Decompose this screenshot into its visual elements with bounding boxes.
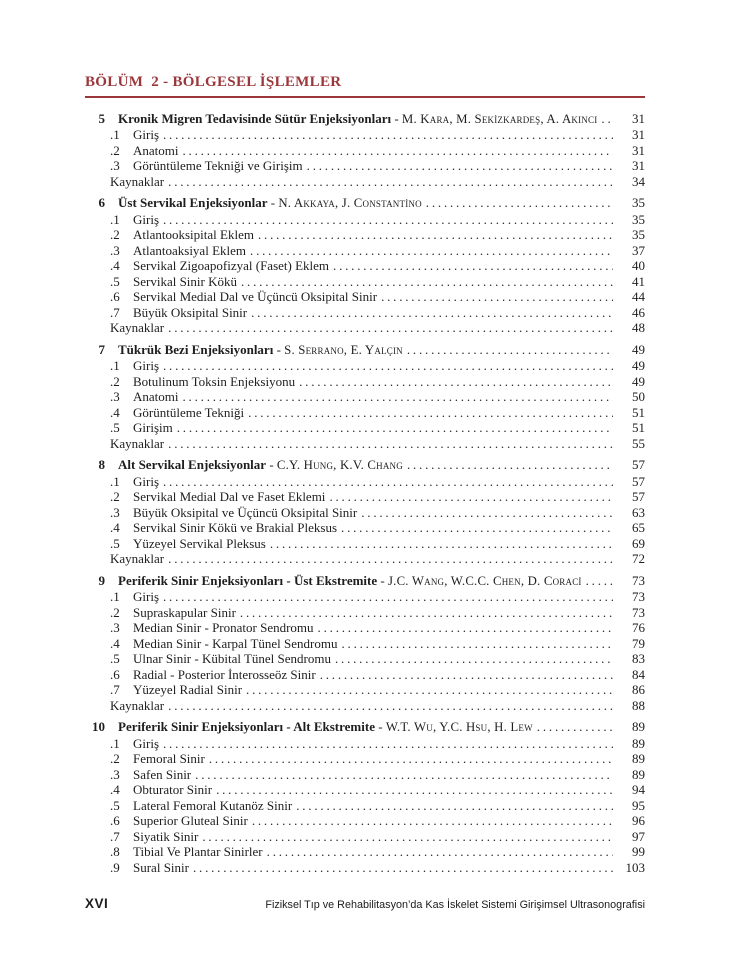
page-ref: 86 bbox=[632, 682, 645, 697]
dot-leader bbox=[333, 258, 613, 274]
dot-leader bbox=[537, 719, 613, 735]
toc-item-row bbox=[85, 143, 645, 159]
page-ref: 31 bbox=[632, 127, 645, 142]
chapter-authors: W.T. Wu, Y.C. Hsu, H. Lew bbox=[385, 720, 533, 734]
toc-item-row bbox=[85, 844, 645, 860]
page-ref: 31 bbox=[632, 142, 645, 158]
dot-leader bbox=[177, 420, 613, 436]
chapter-section bbox=[85, 342, 645, 452]
page-ref: 49 bbox=[632, 341, 645, 357]
page-ref: 83 bbox=[632, 651, 645, 666]
page-ref: 44 bbox=[632, 289, 645, 304]
page-ref: 37 bbox=[632, 242, 645, 258]
item-label: Botulinum Toksin Enjeksiyonu bbox=[133, 373, 296, 389]
chapter-number: 5 bbox=[98, 110, 105, 126]
chapter-title: Tükrük Bezi Enjeksiyonları bbox=[118, 341, 274, 357]
item-label: Superior Gluteal Sinir bbox=[133, 813, 248, 828]
item-label: Median Sinir - Karpal Tünel Sendromu bbox=[133, 635, 338, 651]
header-rule bbox=[85, 96, 645, 98]
item-number: .7 bbox=[110, 304, 120, 320]
dot-leader bbox=[195, 767, 613, 783]
references-row bbox=[85, 698, 645, 714]
dot-leader bbox=[296, 798, 613, 814]
dot-leader bbox=[168, 698, 613, 714]
page-footer bbox=[85, 896, 645, 911]
item-number: .5 bbox=[110, 651, 120, 666]
item-label: Sural Sinir bbox=[133, 859, 189, 875]
chapter-heading-row bbox=[85, 342, 645, 359]
page-ref: 35 bbox=[632, 211, 645, 227]
title-author-separator: - bbox=[391, 110, 402, 126]
item-label: Büyük Oksipital Sinir bbox=[133, 304, 248, 320]
chapter-title-group bbox=[118, 457, 403, 474]
item-label: Anatomi bbox=[133, 389, 179, 404]
page-ref: 69 bbox=[632, 535, 645, 551]
item-label: Safen Sinir bbox=[133, 766, 192, 782]
page-ref: 51 bbox=[632, 420, 645, 435]
toc-list bbox=[85, 111, 645, 876]
toc-item-row bbox=[85, 860, 645, 876]
page-ref: 55 bbox=[632, 435, 645, 451]
item-label: Servikal Medial Dal ve Faset Eklemi bbox=[133, 489, 326, 504]
page-ref: 65 bbox=[632, 520, 645, 535]
item-number: .2 bbox=[110, 489, 120, 504]
dot-leader bbox=[163, 474, 613, 490]
item-number: .4 bbox=[110, 782, 120, 797]
chapter-title: Alt Servikal Enjeksiyonlar bbox=[118, 457, 267, 472]
dot-leader bbox=[320, 667, 613, 683]
dot-leader bbox=[209, 751, 613, 767]
item-label: Servikal Sinir Kökü ve Brakial Pleksus bbox=[133, 520, 338, 535]
toc-item-row bbox=[85, 158, 645, 174]
dot-leader bbox=[163, 358, 613, 374]
dot-leader bbox=[258, 227, 613, 243]
item-label: Büyük Oksipital ve Üçüncü Oksipital Sinir bbox=[133, 504, 358, 520]
chapter-title-group bbox=[118, 195, 422, 212]
chapter-section bbox=[85, 719, 645, 875]
page-ref: 57 bbox=[632, 489, 645, 504]
page-ref: 49 bbox=[632, 358, 645, 373]
item-label: Femoral Sinir bbox=[133, 751, 205, 766]
page-ref: 88 bbox=[632, 697, 645, 713]
toc-item-row bbox=[85, 243, 645, 259]
item-number: .1 bbox=[110, 735, 120, 751]
page-ref: 50 bbox=[632, 389, 645, 404]
page-ref: 89 bbox=[632, 751, 645, 766]
item-label: Giriş bbox=[133, 358, 159, 373]
item-label: Yüzeyel Servikal Pleksus bbox=[133, 535, 266, 551]
title-author-separator: - bbox=[273, 341, 285, 357]
dot-leader bbox=[299, 374, 613, 390]
dot-leader bbox=[381, 289, 613, 305]
toc-item-row bbox=[85, 389, 645, 405]
item-label: Ulnar Sinir - Kübital Tünel Sendromu bbox=[133, 651, 331, 666]
item-number: .4 bbox=[110, 520, 120, 535]
chapter-section bbox=[85, 111, 645, 190]
page-ref: 89 bbox=[632, 719, 645, 734]
item-number: .3 bbox=[110, 389, 120, 404]
chapter-heading-row bbox=[85, 573, 645, 590]
chapter-authors: J.C. Wang, W.C.C. Chen, D. Coraci bbox=[387, 573, 582, 588]
item-label: Yüzeyel Radial Sinir bbox=[133, 682, 243, 697]
title-author-separator: - bbox=[267, 195, 279, 210]
item-label: Kaynaklar bbox=[110, 320, 165, 335]
toc-item-row bbox=[85, 636, 645, 652]
toc-item-row bbox=[85, 274, 645, 290]
item-number: .1 bbox=[110, 211, 120, 227]
references-row bbox=[85, 174, 645, 190]
item-number: .5 bbox=[110, 420, 120, 435]
toc-item-row bbox=[85, 212, 645, 228]
chapter-section bbox=[85, 457, 645, 567]
chapter-heading-row bbox=[85, 111, 645, 128]
item-label: Giriş bbox=[133, 735, 159, 751]
page-ref: 57 bbox=[632, 457, 645, 472]
item-label: Servikal Zigoapofizyal (Faset) Eklem bbox=[133, 258, 330, 273]
book-title: Fiziksel Tıp ve Rehabilitasyon’da Kas İskelet Sistemi Girişimsel Ultrasonografisi bbox=[265, 899, 645, 911]
toc-item-row bbox=[85, 289, 645, 305]
chapter-heading-row bbox=[85, 457, 645, 474]
toc-item-row bbox=[85, 667, 645, 683]
item-number: .9 bbox=[110, 859, 120, 875]
item-number: .3 bbox=[110, 158, 120, 173]
item-label: Servikal Medial Dal ve Üçüncü Oksipital Sinir bbox=[133, 289, 378, 304]
toc-item-row bbox=[85, 420, 645, 436]
item-number: .2 bbox=[110, 604, 120, 620]
chapter-title-group bbox=[118, 111, 597, 128]
item-number: .3 bbox=[110, 242, 120, 258]
dot-leader bbox=[252, 813, 613, 829]
item-label: Anatomi bbox=[133, 142, 179, 158]
section-header: BÖLÜM 2 - BÖLGESEL İŞLEMLER bbox=[85, 74, 342, 90]
item-number: .1 bbox=[110, 473, 120, 489]
chapter-authors: S. Serrano, E. Yalçın bbox=[284, 342, 403, 357]
page-ref: 73 bbox=[632, 604, 645, 620]
dot-leader bbox=[248, 405, 613, 421]
item-number: .3 bbox=[110, 766, 120, 782]
item-label: Giriş bbox=[133, 211, 159, 227]
item-label: Giriş bbox=[133, 589, 159, 604]
page-ref: 95 bbox=[632, 797, 645, 813]
item-number: .6 bbox=[110, 813, 120, 828]
item-number: .7 bbox=[110, 682, 120, 697]
item-number: .8 bbox=[110, 844, 120, 859]
page-ref: 79 bbox=[632, 635, 645, 651]
dot-leader bbox=[163, 589, 613, 605]
toc-item-row bbox=[85, 358, 645, 374]
chapter-number: 9 bbox=[98, 572, 105, 588]
item-label: Supraskapular Sinir bbox=[133, 604, 236, 620]
dot-leader bbox=[341, 636, 613, 652]
title-author-separator: - bbox=[377, 572, 388, 588]
item-label: Obturator Sinir bbox=[133, 782, 213, 797]
dot-leader bbox=[270, 536, 613, 552]
dot-leader bbox=[241, 274, 613, 290]
dot-leader bbox=[168, 436, 613, 452]
toc-item-row bbox=[85, 651, 645, 667]
item-number: .2 bbox=[110, 373, 120, 389]
page-ref: 40 bbox=[632, 258, 645, 273]
page-ref: 35 bbox=[632, 195, 645, 210]
item-number: .6 bbox=[110, 289, 120, 304]
page-ref: 96 bbox=[632, 813, 645, 828]
chapter-authors: N. Akkaya, J. Constantino bbox=[278, 196, 422, 210]
dot-leader bbox=[183, 143, 614, 159]
dot-leader bbox=[341, 520, 613, 536]
page-ref: 31 bbox=[632, 158, 645, 173]
dot-leader bbox=[246, 682, 613, 698]
page-ref: 49 bbox=[632, 373, 645, 389]
item-number: .1 bbox=[110, 589, 120, 604]
dot-leader bbox=[601, 111, 613, 127]
toc-item-row bbox=[85, 829, 645, 845]
toc-item-row bbox=[85, 489, 645, 505]
dot-leader bbox=[318, 620, 613, 636]
references-row bbox=[85, 320, 645, 336]
dot-leader bbox=[163, 212, 613, 228]
chapter-section bbox=[85, 195, 645, 336]
item-label: Girişim bbox=[133, 420, 173, 435]
item-label: Atlantoaksiyal Eklem bbox=[133, 242, 247, 258]
item-number: .1 bbox=[110, 127, 120, 142]
page-ref: 46 bbox=[632, 304, 645, 320]
item-number: .4 bbox=[110, 258, 120, 273]
dot-leader bbox=[329, 489, 613, 505]
toc-item-row bbox=[85, 605, 645, 621]
page-ref: 73 bbox=[632, 572, 645, 588]
toc-item-row bbox=[85, 589, 645, 605]
dot-leader bbox=[216, 782, 613, 798]
item-number: .4 bbox=[110, 635, 120, 651]
toc-item-row bbox=[85, 520, 645, 536]
dot-leader bbox=[335, 651, 613, 667]
chapter-title: Periferik Sinir Enjeksiyonları - Alt Ekstremite bbox=[118, 719, 375, 734]
item-number: .1 bbox=[110, 358, 120, 373]
dot-leader bbox=[168, 174, 613, 190]
item-number: .5 bbox=[110, 797, 120, 813]
references-row bbox=[85, 436, 645, 452]
dot-leader bbox=[183, 389, 614, 405]
title-author-separator: - bbox=[266, 457, 277, 472]
dot-leader bbox=[407, 457, 613, 473]
page-ref: 99 bbox=[632, 844, 645, 859]
page-ref: 89 bbox=[632, 766, 645, 782]
toc-item-row bbox=[85, 767, 645, 783]
page-ref: 63 bbox=[632, 504, 645, 520]
item-label: Servikal Sinir Kökü bbox=[133, 273, 237, 289]
page-ref: 57 bbox=[632, 473, 645, 489]
item-number: .2 bbox=[110, 142, 120, 158]
chapter-number: 10 bbox=[92, 719, 105, 734]
chapter-title: Kronik Migren Tedavisinde Sütür Enjeksiyonları bbox=[118, 110, 392, 126]
item-number: .6 bbox=[110, 666, 120, 682]
item-label: Kaynaklar bbox=[110, 697, 165, 713]
item-label: Görüntüleme Tekniği ve Girişim bbox=[133, 158, 303, 173]
chapter-title: Üst Servikal Enjeksiyonlar bbox=[118, 195, 268, 210]
page-ref: 73 bbox=[632, 589, 645, 604]
chapter-title-group bbox=[118, 573, 582, 590]
references-row bbox=[85, 551, 645, 567]
item-label: Siyatik Sinir bbox=[133, 828, 199, 844]
toc-item-row bbox=[85, 127, 645, 143]
page-ref: 35 bbox=[632, 227, 645, 242]
folio-page-number: XVI bbox=[85, 896, 109, 911]
page-ref: 41 bbox=[632, 273, 645, 289]
chapter-heading-row bbox=[85, 195, 645, 212]
toc-item-row bbox=[85, 813, 645, 829]
dot-leader bbox=[407, 342, 613, 358]
toc-item-row bbox=[85, 782, 645, 798]
item-label: Lateral Femoral Kutanöz Sinir bbox=[133, 797, 293, 813]
page-ref: 94 bbox=[632, 782, 645, 797]
dot-leader bbox=[426, 195, 613, 211]
dot-leader bbox=[202, 829, 613, 845]
toc-item-row bbox=[85, 405, 645, 421]
dot-leader bbox=[307, 158, 613, 174]
dot-leader bbox=[251, 305, 613, 321]
page-ref: 103 bbox=[625, 859, 645, 875]
toc-item-row bbox=[85, 305, 645, 321]
dot-leader bbox=[168, 551, 613, 567]
chapter-number: 7 bbox=[98, 341, 105, 357]
chapter-section bbox=[85, 573, 645, 714]
chapter-authors: M. Kara, M. Sekizkardeş, A. Akıncı bbox=[401, 111, 598, 126]
page-ref: 51 bbox=[632, 404, 645, 420]
toc-item-row bbox=[85, 620, 645, 636]
item-number: .3 bbox=[110, 504, 120, 520]
dot-leader bbox=[267, 844, 613, 860]
dot-leader bbox=[240, 605, 613, 621]
toc-item-row bbox=[85, 474, 645, 490]
chapter-number: 8 bbox=[98, 457, 105, 472]
page-ref: 84 bbox=[632, 666, 645, 682]
item-number: .2 bbox=[110, 751, 120, 766]
toc-item-row bbox=[85, 682, 645, 698]
dot-leader bbox=[586, 573, 613, 589]
page-ref: 48 bbox=[632, 320, 645, 335]
item-label: Giriş bbox=[133, 473, 159, 489]
item-label: Kaynaklar bbox=[110, 551, 165, 566]
toc-item-row bbox=[85, 374, 645, 390]
item-label: Görüntüleme Tekniği bbox=[133, 404, 245, 420]
dot-leader bbox=[163, 736, 613, 752]
toc-item-row bbox=[85, 798, 645, 814]
chapter-title-group bbox=[118, 342, 403, 359]
page-ref: 31 bbox=[632, 110, 645, 126]
item-number: .3 bbox=[110, 620, 120, 635]
item-number: .2 bbox=[110, 227, 120, 242]
item-number: .5 bbox=[110, 273, 120, 289]
chapter-title-group bbox=[118, 719, 533, 736]
dot-leader bbox=[361, 505, 613, 521]
dot-leader bbox=[193, 860, 613, 876]
toc-item-row bbox=[85, 258, 645, 274]
chapter-authors: C.Y. Hung, K.V. Chang bbox=[276, 458, 403, 472]
item-number: .7 bbox=[110, 828, 120, 844]
item-label: Kaynaklar bbox=[110, 173, 165, 189]
page-ref: 72 bbox=[632, 551, 645, 566]
dot-leader bbox=[168, 320, 613, 336]
dot-leader bbox=[250, 243, 613, 259]
item-label: Atlantooksipital Eklem bbox=[133, 227, 254, 242]
item-label: Giriş bbox=[133, 127, 159, 142]
page-ref: 97 bbox=[632, 828, 645, 844]
dot-leader bbox=[163, 127, 613, 143]
toc-item-row bbox=[85, 751, 645, 767]
page-ref: 34 bbox=[632, 173, 645, 189]
item-number: .5 bbox=[110, 535, 120, 551]
toc-item-row bbox=[85, 736, 645, 752]
item-label: Kaynaklar bbox=[110, 435, 165, 451]
page-ref: 89 bbox=[632, 735, 645, 751]
item-label: Median Sinir - Pronator Sendromu bbox=[133, 620, 314, 635]
title-author-separator: - bbox=[374, 719, 386, 734]
toc-item-row bbox=[85, 505, 645, 521]
item-label: Radial - Posterior İnterosseöz Sinir bbox=[133, 666, 316, 682]
chapter-heading-row bbox=[85, 719, 645, 736]
toc-item-row bbox=[85, 536, 645, 552]
item-number: .4 bbox=[110, 404, 120, 420]
chapter-title: Periferik Sinir Enjeksiyonları - Üst Ekstremite bbox=[118, 572, 378, 588]
item-label: Tibial Ve Plantar Sinirler bbox=[133, 844, 263, 859]
toc-item-row bbox=[85, 227, 645, 243]
page-ref: 76 bbox=[632, 620, 645, 635]
chapter-number: 6 bbox=[98, 195, 105, 210]
